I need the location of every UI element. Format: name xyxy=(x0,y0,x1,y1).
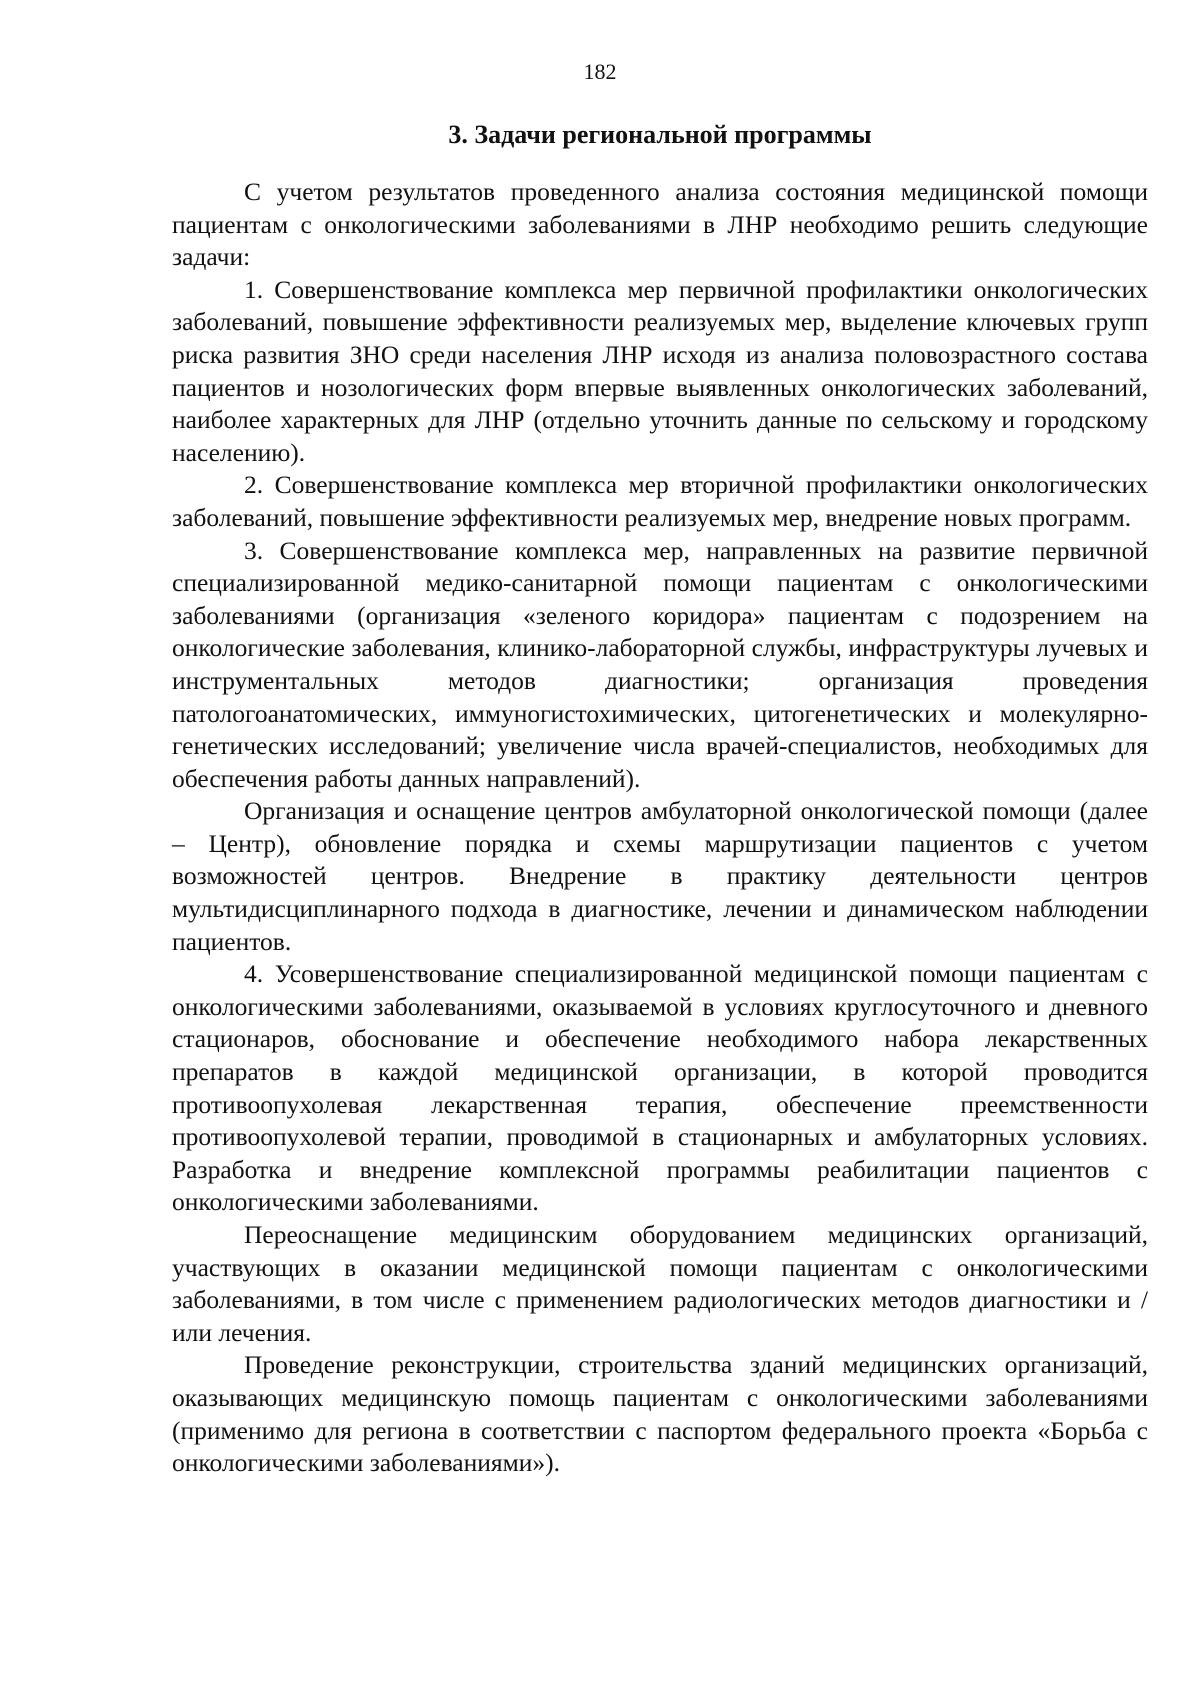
paragraph-task-1: 1. Совершенствование комплекса мер первичной профилактики онкологических заболеваний, повышение эффективности реализуемых мер, выделение ключевых групп риска развития ЗНО среди населения ЛНР исходя из анализа половозрастного состава пациентов и нозологических форм впервые выявленных онкологических заболеваний, наиболее характерных для ЛНР (отдельно уточнить данные по сельскому и городскому населению). xyxy=(172,274,1148,467)
document-body xyxy=(172,176,1148,1480)
paragraph-task-3: 3. Совершенствование комплекса мер, направленных на развитие первичной специализированной медико-санитарной помощи пациентам с онкологическими заболеваниями (организация «зеленого коридора» пациентам с подозрением на онкологические заболевания, клинико-лабораторной службы, инфраструктуры лучевых и инструментальных методов диагностики; организация проведения патологоанатомических, иммуногистохимических, цитогенетических и молекулярно-генетических исследований; увеличение числа врачей-специалистов, необходимых для обеспечения работы данных направлений). xyxy=(172,535,1148,793)
page-number: 182 xyxy=(583,59,617,84)
paragraph-intro: С учетом результатов проведенного анализа состояния медицинской помощи пациентам с онкологическими заболеваниями в ЛНР необходимо решить следующие задачи: xyxy=(172,177,1148,272)
paragraph-equipment: Переоснащение медицинским оборудованием медицинских организаций, участвующих в оказании медицинской помощи пациентам с онкологическими заболеваниями, в том числе с применением радиологических методов диагностики и / или лечения. xyxy=(172,1220,1148,1347)
paragraph-task-4: 4. Усовершенствование специализированной медицинской помощи пациентам с онкологическими заболеваниями, оказываемой в условиях круглосуточного и дневного стационаров, обоснование и обеспечение необходимого набора лекарственных препаратов в каждой медицинской организации, в которой проводится противоопухолевая лекарственная терапия, обеспечение преемственности противоопухолевой терапии, проводимой в стационарных и амбулаторных условиях. Разработка и внедрение комплексной программы реабилитации пациентов с онкологическими заболеваниями. xyxy=(172,959,1148,1217)
section-heading: 3. Задачи региональной программы xyxy=(448,120,872,149)
paragraph-centers: Организация и оснащение центров амбулаторной онкологической помощи (далее – Центр), обновление порядка и схемы маршрутизации пациентов с учетом возможностей центров. Внедрение в практику деятельности центров мультидисциплинарного подхода в диагностике, лечении и динамическом наблюдении пациентов. xyxy=(172,796,1148,956)
paragraph-task-2: 2. Совершенствование комплекса мер вторичной профилактики онкологических заболеваний, повышение эффективности реализуемых мер, внедрение новых программ. xyxy=(172,470,1148,532)
paragraph-construction: Проведение реконструкции, строительства зданий медицинских организаций, оказывающих медицинскую помощь пациентам с онкологическими заболеваниями (применимо для региона в соответствии с паспортом федерального проекта «Борьба с онкологическими заболеваниями»). xyxy=(172,1350,1148,1478)
